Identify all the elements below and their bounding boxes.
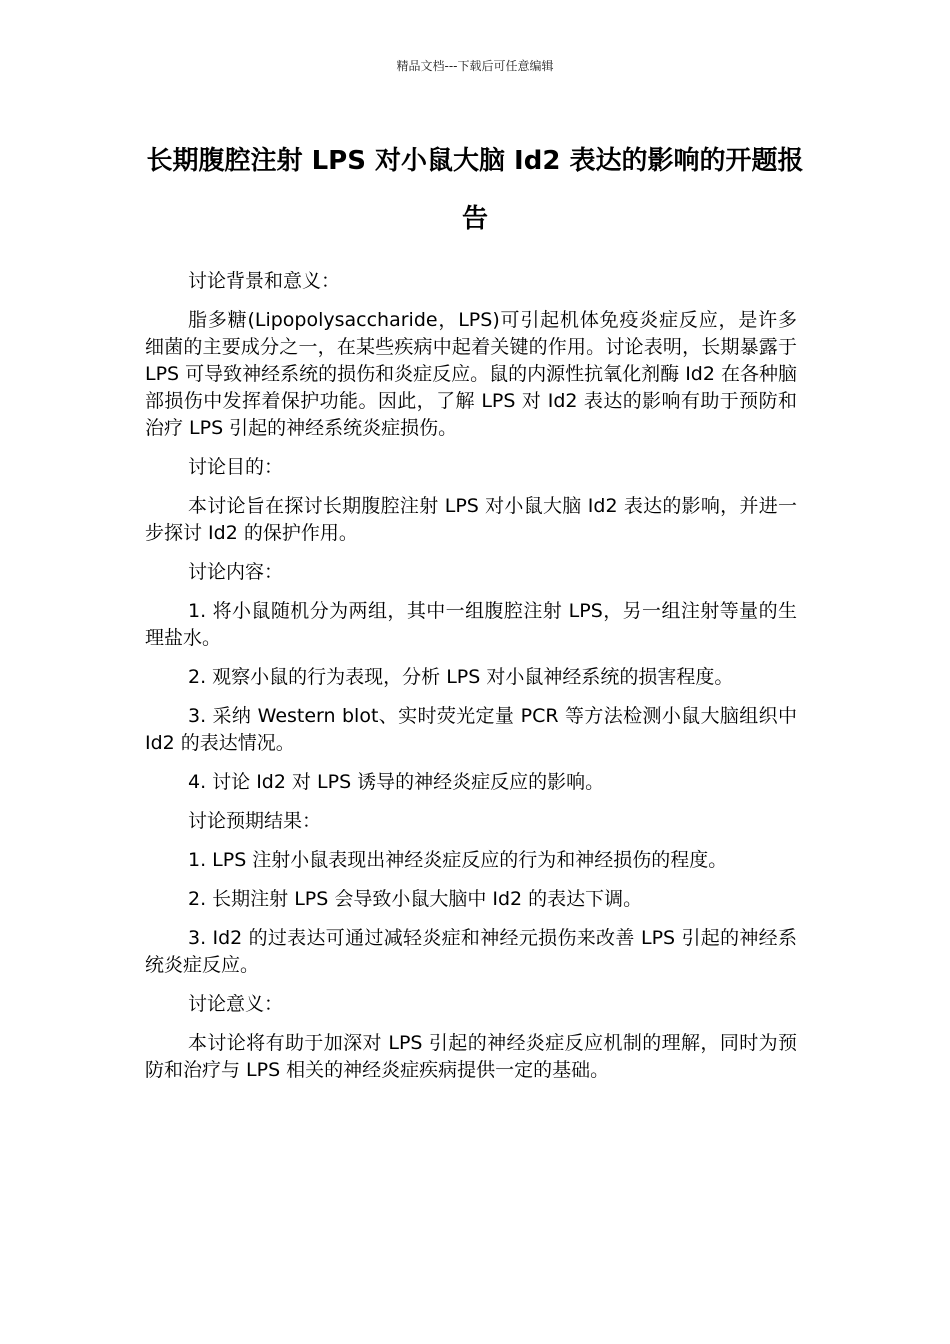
- paragraph-significance: 本讨论将有助于加深对 LPS 引起的神经炎症反应机制的理解，同时为预防和治疗与 LPS 相关的神经炎症疾病提供一定的基础。: [145, 1032, 797, 1081]
- result-item-2: 2. 长期注射 LPS 会导致小鼠大脑中 Id2 的表达下调。: [188, 888, 643, 910]
- document-body: [145, 268, 797, 1096]
- paragraph-background: 脂多糖(Lipopolysaccharide，LPS)可引起机体免疫炎症反应，是许多细菌的主要成分之一，在某些疾病中起着关键的作用。讨论表明，长期暴露于 LPS 可导致神经系统的损伤和炎症反应。鼠的内源性抗氧化剂酶 Id2 在各种脑部损伤中发挥着保护功能。因此，了解 LPS 对 Id2 表达的影响有助于预防和治疗 LPS 引起的神经系统炎症损伤。: [145, 309, 797, 439]
- content-item-3: 3. 采纳 Western blot、实时荧光定量 PCR 等方法检测小鼠大脑组织中 Id2 的表达情况。: [145, 705, 797, 754]
- section-heading-purpose: 讨论目的：: [188, 456, 284, 478]
- content-item-1: 1. 将小鼠随机分为两组，其中一组腹腔注射 LPS，另一组注射等量的生理盐水。: [145, 600, 797, 649]
- content-item-4: 4. 讨论 Id2 对 LPS 诱导的神经炎症反应的影响。: [188, 771, 605, 793]
- result-item-3: 3. Id2 的过表达可通过减轻炎症和神经元损伤来改善 LPS 引起的神经系统炎症反应。: [145, 927, 797, 976]
- section-heading-expected-results: 讨论预期结果：: [188, 810, 322, 832]
- document-title: 长期腹腔注射 LPS 对小鼠大脑 Id2 表达的影响的开题报告: [146, 146, 804, 234]
- section-heading-content: 讨论内容：: [188, 561, 284, 583]
- content-item-2: 2. 观察小鼠的行为表现，分析 LPS 对小鼠神经系统的损害程度。: [188, 666, 734, 688]
- header-note: 精品文档---下载后可任意编辑: [396, 59, 554, 73]
- section-heading-background: 讨论背景和意义：: [188, 270, 341, 292]
- section-heading-significance: 讨论意义：: [188, 993, 284, 1015]
- result-item-1: 1. LPS 注射小鼠表现出神经炎症反应的行为和神经损伤的程度。: [188, 849, 728, 871]
- paragraph-purpose: 本讨论旨在探讨长期腹腔注射 LPS 对小鼠大脑 Id2 表达的影响，并进一步探讨 Id2 的保护作用。: [145, 495, 797, 544]
